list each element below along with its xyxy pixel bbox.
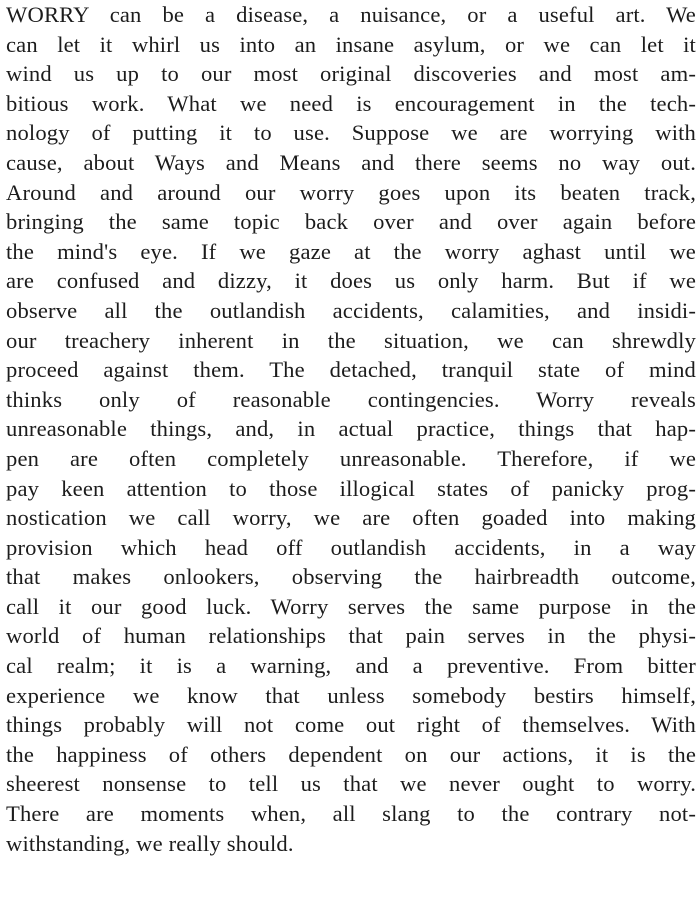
text-line: the happiness of others dependent on our actions, it is the xyxy=(6,741,696,767)
text-line: nostication we call worry, we are often goaded into making xyxy=(6,505,696,531)
text-line: withstanding, we really should. xyxy=(6,830,294,856)
text-line: our treachery inherent in the situation, we can shrewdly xyxy=(6,327,696,353)
text-line: are confused and dizzy, it does us only harm. But if we xyxy=(6,268,696,294)
text-line: can let it whirl us into an insane asylum, or we can let it xyxy=(6,31,696,57)
text-line: things probably will not come out right of themselves. With xyxy=(6,712,696,738)
text-line: sheerest nonsense to tell us that we never ought to worry. xyxy=(6,771,696,797)
text-line: There are moments when, all slang to the contrary not- xyxy=(6,801,696,827)
text-line: bringing the same topic back over and over again before xyxy=(6,209,696,235)
text-line: the mind's eye. If we gaze at the worry aghast until we xyxy=(6,238,696,264)
text-line: observe all the outlandish accidents, calamities, and insidi- xyxy=(6,297,696,323)
text-line: that makes onlookers, observing the hairbreadth outcome, xyxy=(6,564,696,590)
text-line: unreasonable things, and, in actual practice, things that hap- xyxy=(6,416,696,442)
text-line: proceed against them. The detached, tranquil state of mind xyxy=(6,357,696,383)
text-line: WORRY can be a disease, a nuisance, or a useful art. We xyxy=(6,2,696,27)
text-line: thinks only of reasonable contingencies. Worry reveals xyxy=(6,386,696,412)
text-line: wind us up to our most original discoveries and most am- xyxy=(6,61,696,87)
text-line: bitious work. What we need is encouragement in the tech- xyxy=(6,90,696,116)
text-line: nology of putting it to use. Suppose we are worrying with xyxy=(6,120,696,146)
text-line: pay keen attention to those illogical states of panicky prog- xyxy=(6,475,696,501)
text-line: cal realm; it is a warning, and a preventive. From bitter xyxy=(6,653,696,679)
text-line: experience we know that unless somebody bestirs himself, xyxy=(6,682,696,708)
text-line: world of human relationships that pain serves in the physi- xyxy=(6,623,696,649)
text-line: cause, about Ways and Means and there seems no way out. xyxy=(6,149,696,175)
body-text xyxy=(6,0,696,858)
text-line: Around and around our worry goes upon its beaten track, xyxy=(6,179,696,205)
text-line: call it our good luck. Worry serves the same purpose in the xyxy=(6,593,696,619)
text-line: provision which head off outlandish accidents, in a way xyxy=(6,534,696,560)
text-line: pen are often completely unreasonable. Therefore, if we xyxy=(6,445,696,471)
